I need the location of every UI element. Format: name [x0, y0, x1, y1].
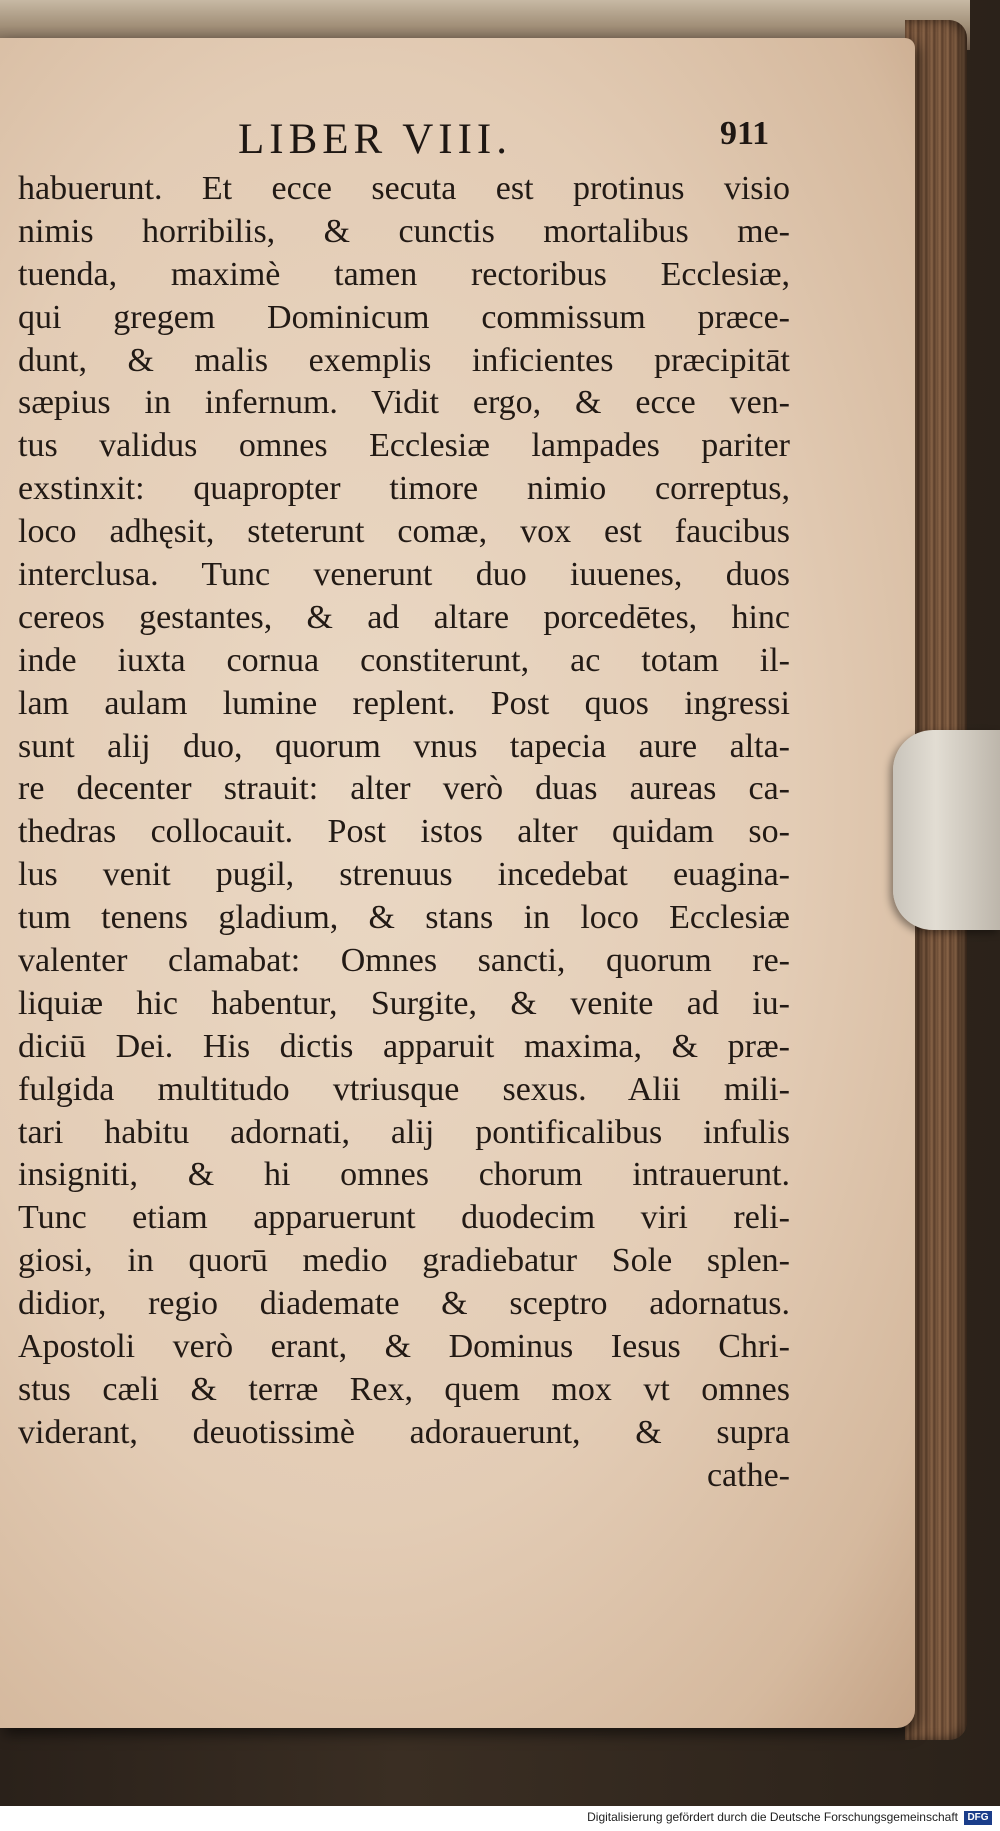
text-line: inde iuxta cornua constiterunt, ac totam il- — [18, 641, 790, 679]
dfg-logo: DFG — [964, 1811, 992, 1825]
text-line: fulgida multitudo vtriusque sexus. Alii mili- — [18, 1070, 790, 1108]
text-line: exstinxit: quapropter timore nimio correptus, — [18, 470, 790, 508]
text-line: loco adhęsit, steterunt comæ, vox est faucibus — [18, 513, 790, 551]
text-line: insigniti, & hi omnes chorum intrauerunt. — [18, 1156, 790, 1194]
text-line: qui gregem Dominicum commissum præce- — [18, 298, 790, 336]
page-header — [0, 115, 915, 175]
text-line: nimis horribilis, & cunctis mortalibus me- — [18, 212, 790, 250]
digitization-footer — [0, 1806, 1000, 1831]
text-line: tuenda, maximè tamen rectoribus Ecclesiæ, — [18, 255, 790, 293]
text-line: interclusa. Tunc venerunt duo iuuenes, duos — [18, 556, 790, 594]
text-line: thedras collocauit. Post istos alter quidam so- — [18, 813, 790, 851]
text-line: tum tenens gladium, & stans in loco Ecclesiæ — [18, 899, 790, 937]
text-line: habuerunt. Et ecce secuta est protinus visio — [18, 170, 790, 207]
text-line: giosi, in quorū medio gradiebatur Sole splen- — [18, 1242, 790, 1280]
running-head: LIBER VIII. — [238, 116, 512, 163]
text-line: diciū Dei. His dictis apparuit maxima, & præ- — [18, 1027, 790, 1065]
text-line: re decenter strauit: alter verò duas aureas ca- — [18, 770, 790, 808]
text-line: Tunc etiam apparuerunt duodecim viri reli- — [18, 1199, 790, 1237]
text-line: valenter clamabat: Omnes sancti, quorum re- — [18, 942, 790, 980]
text-line: lam aulam lumine replent. Post quos ingressi — [18, 684, 790, 722]
text-line: lus venit pugil, strenuus incedebat euagina- — [18, 856, 790, 894]
text-line: cereos gestantes, & ad altare porcedētes, hinc — [18, 598, 790, 636]
text-line: sunt alij duo, quorum vnus tapecia aure alta- — [18, 727, 790, 765]
page-number: 911 — [720, 115, 770, 152]
text-line: stus cæli & terræ Rex, quem mox vt omnes — [18, 1370, 790, 1408]
text-line: dunt, & malis exemplis inficientes præcipitāt — [18, 341, 790, 379]
funding-credit: Digitalisierung gefördert durch die Deutsche Forschungsgemeinschaft — [587, 1810, 958, 1824]
page-marker-tab — [893, 730, 1000, 930]
text-line: sæpius in infernum. Vidit ergo, & ecce ven- — [18, 384, 790, 422]
text-line: liquiæ hic habentur, Surgite, & venite ad iu- — [18, 984, 790, 1022]
text-line: viderant, deuotissimè adorauerunt, & supra — [18, 1413, 790, 1451]
text-line: tari habitu adornati, alij pontificalibus infulis — [18, 1113, 790, 1151]
text-line: didior, regio diademate & sceptro adornatus. — [18, 1285, 790, 1323]
catchword: cathe- — [706, 1456, 790, 1494]
text-line: tus validus omnes Ecclesiæ lampades pariter — [18, 427, 790, 465]
body-text — [18, 168, 790, 1498]
text-line: Apostoli verò erant, & Dominus Iesus Chri- — [18, 1328, 790, 1366]
